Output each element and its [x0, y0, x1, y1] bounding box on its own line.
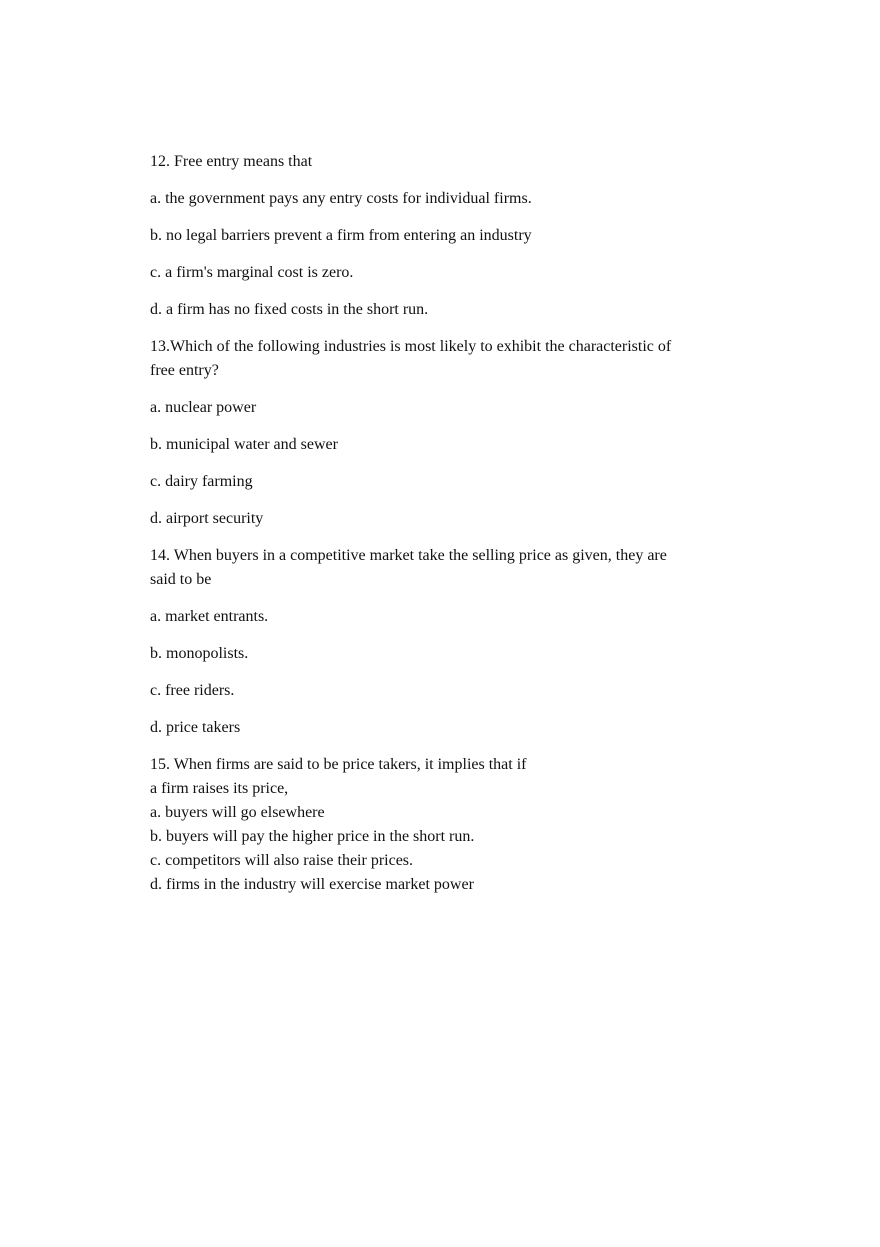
question-14-option-c: c. free riders.: [150, 682, 235, 699]
question-15-stem-line-1: 15. When firms are said to be price takers, it implies that if: [150, 756, 527, 773]
question-15-stem-line-2: a firm raises its price,: [150, 780, 289, 797]
question-12-option-a: a. the government pays any entry costs for individual firms.: [150, 190, 532, 207]
question-14-option-b: b. monopolists.: [150, 645, 249, 662]
question-14: [150, 544, 740, 740]
question-12-option-b: b. no legal barriers prevent a firm from entering an industry: [150, 227, 532, 244]
question-13-stem-line-2: free entry?: [150, 362, 219, 379]
question-15-option-d: d. firms in the industry will exercise market power: [150, 876, 474, 893]
question-12-option-c: c. a firm's marginal cost is zero.: [150, 264, 354, 281]
question-12-stem: 12. Free entry means that: [150, 153, 313, 170]
question-15-option-a: a. buyers will go elsewhere: [150, 804, 325, 821]
question-15-option-b: b. buyers will pay the higher price in the short run.: [150, 828, 475, 845]
question-13-option-b: b. municipal water and sewer: [150, 436, 338, 453]
question-13-option-d: d. airport security: [150, 510, 264, 527]
question-14-stem-line-2: said to be: [150, 571, 212, 588]
question-12-option-d: d. a firm has no fixed costs in the short run.: [150, 301, 429, 318]
question-14-option-a: a. market entrants.: [150, 608, 269, 625]
question-13-option-c: c. dairy farming: [150, 473, 253, 490]
question-list: [150, 150, 740, 897]
question-14-option-d: d. price takers: [150, 719, 241, 736]
question-15: [150, 753, 740, 897]
question-13: [150, 335, 740, 531]
question-13-option-a: a. nuclear power: [150, 399, 257, 416]
question-14-stem-line-1: 14. When buyers in a competitive market take the selling price as given, they are: [150, 547, 667, 564]
question-12: [150, 150, 740, 322]
question-13-stem-line-1: 13.Which of the following industries is most likely to exhibit the characteristic of: [150, 338, 672, 355]
question-15-option-c: c. competitors will also raise their prices.: [150, 852, 414, 869]
